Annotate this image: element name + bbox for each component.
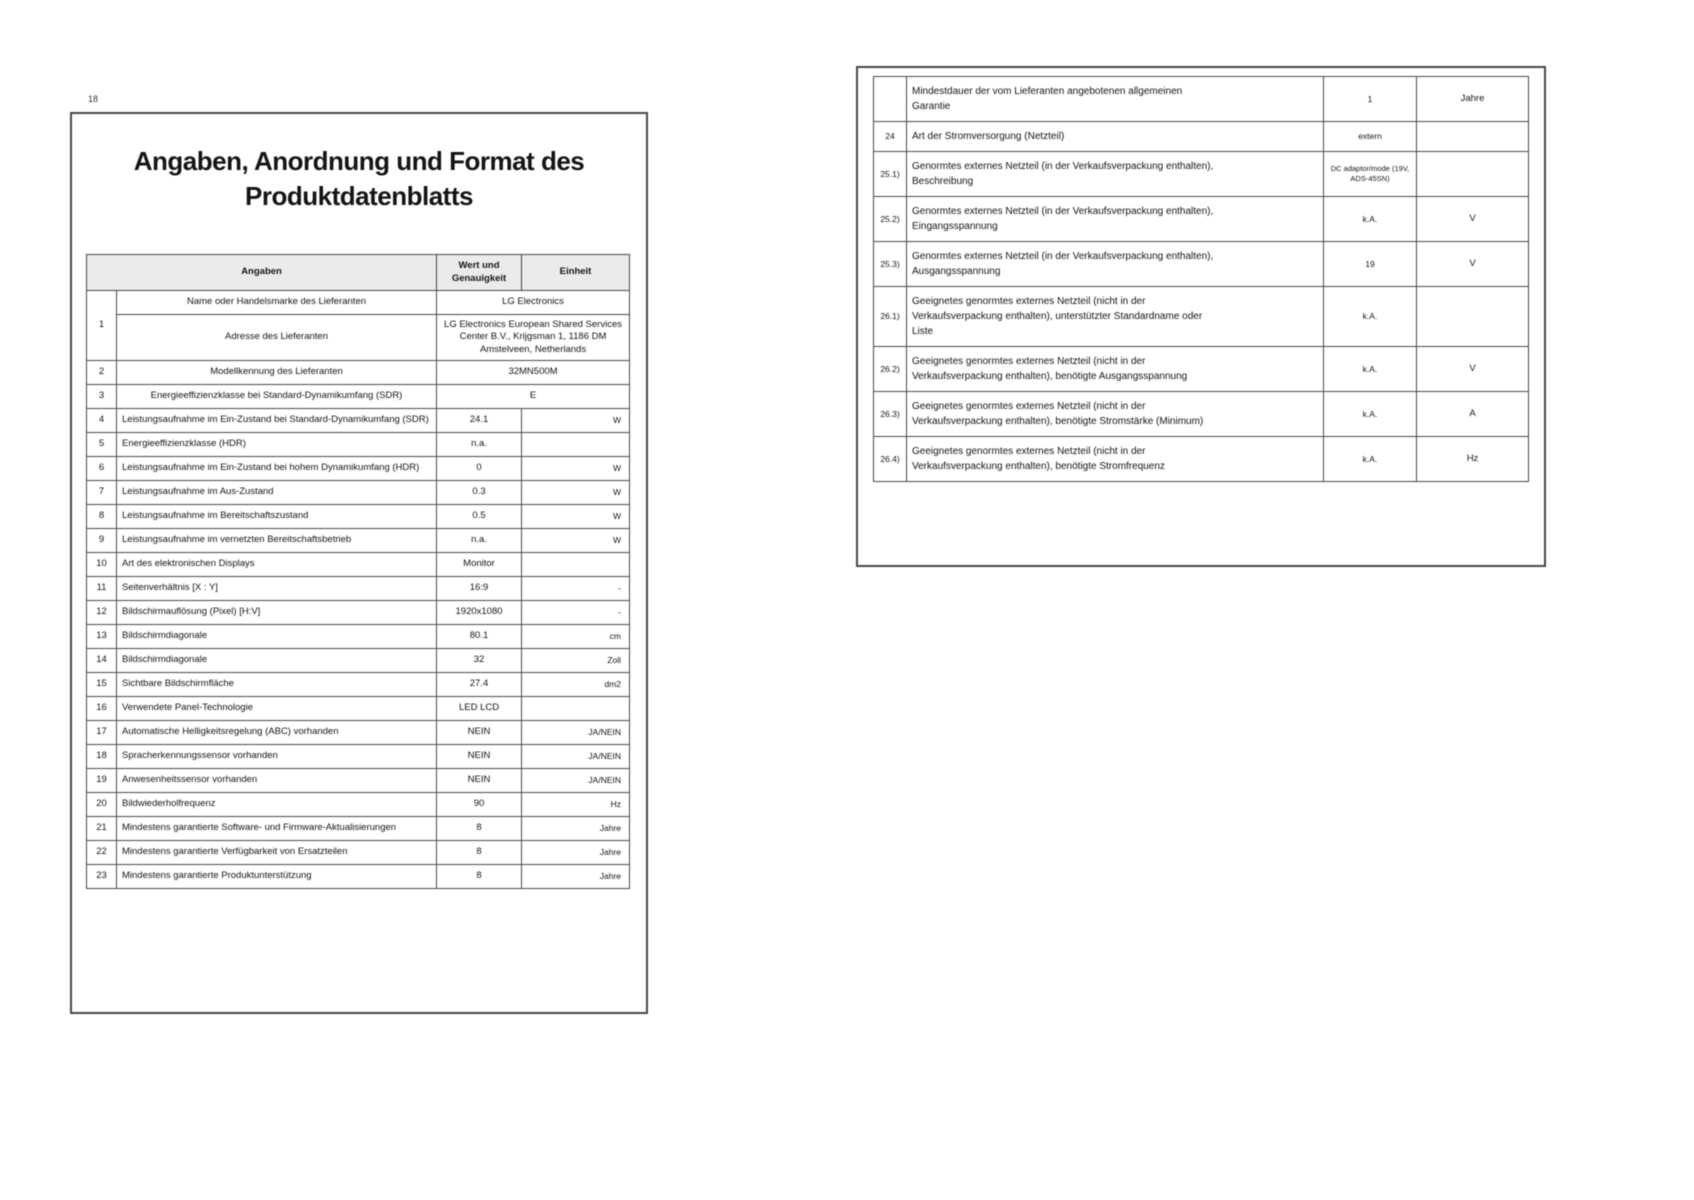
table-row: [87, 384, 630, 408]
row-number: 25.3): [874, 242, 907, 287]
table-row: [87, 552, 630, 576]
table-row: [87, 576, 630, 600]
row-label: Leistungsaufnahme im vernetzten Bereitschaftsbetrieb: [117, 528, 437, 552]
row-value: 27.4: [437, 672, 522, 696]
row-number: 26.3): [874, 392, 907, 437]
row-label: Art der Stromversorgung (Netzteil): [907, 122, 1324, 152]
row-unit: [522, 696, 630, 720]
row-unit: JA/NEIN: [522, 744, 630, 768]
row-number: 26.4): [874, 437, 907, 482]
row-value: 1920x1080: [437, 600, 522, 624]
table-row: [87, 480, 630, 504]
row-unit: W: [522, 480, 630, 504]
row-value: 1: [1324, 77, 1417, 122]
row-value: NEIN: [437, 744, 522, 768]
col-header-wert-genauigkeit: Wert und Genauigkeit: [437, 255, 522, 291]
row-unit: Jahre: [522, 864, 630, 888]
row-label: Seitenverhältnis [X : Y]: [117, 576, 437, 600]
row-number: 26.2): [874, 347, 907, 392]
row-label: Genormtes externes Netzteil (in der Verkaufsverpackung enthalten), Ausgangsspannung: [907, 242, 1324, 287]
row-number: 25.1): [874, 152, 907, 197]
row-label: Energieeffizienzklasse (HDR): [117, 432, 437, 456]
row-label: Spracherkennungssensor vorhanden: [117, 744, 437, 768]
row-unit: V: [1417, 242, 1529, 287]
table-row: [874, 287, 1529, 347]
row-value: LG Electronics European Shared Services Center B.V., Krijgsman 1, 1186 DM Amstelveen, Netherlands: [437, 314, 630, 360]
row-value: extern: [1324, 122, 1417, 152]
row-value: 0: [437, 456, 522, 480]
row-unit: JA/NEIN: [522, 720, 630, 744]
row-unit: Jahre: [522, 816, 630, 840]
row-label: Sichtbare Bildschirmfläche: [117, 672, 437, 696]
row-value: LG Electronics: [437, 290, 630, 314]
table-row: [87, 648, 630, 672]
row-number: 10: [87, 552, 117, 576]
row-unit: Zoll: [522, 648, 630, 672]
table-row: [874, 197, 1529, 242]
row-unit: A: [1417, 392, 1529, 437]
row-unit: -: [522, 576, 630, 600]
row-value: n.a.: [437, 528, 522, 552]
row-value: 0.3: [437, 480, 522, 504]
table-row: [87, 792, 630, 816]
table-row: [87, 504, 630, 528]
row-number: 15: [87, 672, 117, 696]
row-number: 24: [874, 122, 907, 152]
col-header-angaben: Angaben: [87, 255, 437, 291]
table-row: [874, 122, 1529, 152]
row-unit: [1417, 122, 1529, 152]
row-label: Mindestens garantierte Software- und Firmware-Aktualisierungen: [117, 816, 437, 840]
row-value: 90: [437, 792, 522, 816]
row-value: DC adaptor/mode (19V, ADS-45SN): [1324, 152, 1417, 197]
row-number: 20: [87, 792, 117, 816]
row-label: Bildschirmauflösung (Pixel) [H:V]: [117, 600, 437, 624]
row-value: 8: [437, 840, 522, 864]
row-unit: W: [522, 408, 630, 432]
row-number: 14: [87, 648, 117, 672]
table-row: [87, 768, 630, 792]
row-label: Bildschirmdiagonale: [117, 624, 437, 648]
row-label: Art des elektronischen Displays: [117, 552, 437, 576]
row-value: n.a.: [437, 432, 522, 456]
row-number: 12: [87, 600, 117, 624]
page-number: 18: [88, 94, 99, 104]
row-value: 32MN500M: [437, 360, 630, 384]
row-label: Geeignetes genormtes externes Netzteil (nicht in der Verkaufsverpackung enthalten), benötigte Stromstärke (Minimum): [907, 392, 1324, 437]
row-unit: [522, 432, 630, 456]
table-row: [87, 816, 630, 840]
product-datasheet-table: [86, 254, 630, 889]
table-row: [87, 744, 630, 768]
row-label: Geeignetes genormtes externes Netzteil (nicht in der Verkaufsverpackung enthalten), unterstützter Standardname oder Liste: [907, 287, 1324, 347]
table-row: [87, 624, 630, 648]
row-number: 11: [87, 576, 117, 600]
row-label: Geeignetes genormtes externes Netzteil (nicht in der Verkaufsverpackung enthalten), benötigte Ausgangsspannung: [907, 347, 1324, 392]
row-unit: -: [522, 600, 630, 624]
table-header-row: [87, 255, 630, 291]
row-unit: [1417, 287, 1529, 347]
row-unit: dm2: [522, 672, 630, 696]
table-row: [87, 864, 630, 888]
row-value: Monitor: [437, 552, 522, 576]
row-unit: Jahre: [1417, 77, 1529, 122]
row-number: 21: [87, 816, 117, 840]
row-value: NEIN: [437, 768, 522, 792]
row-label: Bildschirmdiagonale: [117, 648, 437, 672]
table-row: [87, 314, 630, 360]
row-label: Anwesenheitssensor vorhanden: [117, 768, 437, 792]
row-value: 19: [1324, 242, 1417, 287]
row-label: Bildwiederholfrequenz: [117, 792, 437, 816]
row-unit: W: [522, 528, 630, 552]
row-unit: Hz: [1417, 437, 1529, 482]
table-row: [874, 437, 1529, 482]
row-value: NEIN: [437, 720, 522, 744]
row-unit: JA/NEIN: [522, 768, 630, 792]
row-value: 8: [437, 864, 522, 888]
col-header-einheit: Einheit: [522, 255, 630, 291]
row-unit: Jahre: [522, 840, 630, 864]
row-value: k.A.: [1324, 197, 1417, 242]
row-unit: cm: [522, 624, 630, 648]
row-number: 1: [87, 290, 117, 360]
row-label: Energieeffizienzklasse bei Standard-Dynamikumfang (SDR): [117, 384, 437, 408]
row-value: 8: [437, 816, 522, 840]
row-number: [874, 77, 907, 122]
table-row: [87, 672, 630, 696]
table-row: [87, 408, 630, 432]
row-number: 23: [87, 864, 117, 888]
table-row: [87, 840, 630, 864]
table-row: [87, 600, 630, 624]
row-number: 6: [87, 456, 117, 480]
row-unit: Hz: [522, 792, 630, 816]
row-label: Geeignetes genormtes externes Netzteil (nicht in der Verkaufsverpackung enthalten), benötigte Stromfrequenz: [907, 437, 1324, 482]
row-label: Mindestens garantierte Verfügbarkeit von Ersatzteilen: [117, 840, 437, 864]
datasheet-page-1: [70, 112, 648, 1014]
table-row: [87, 360, 630, 384]
row-number: 5: [87, 432, 117, 456]
row-label: Name oder Handelsmarke des Lieferanten: [117, 290, 437, 314]
row-label: Verwendete Panel-Technologie: [117, 696, 437, 720]
row-number: 2: [87, 360, 117, 384]
row-unit: W: [522, 456, 630, 480]
row-number: 7: [87, 480, 117, 504]
table-row: [87, 696, 630, 720]
table-row: [87, 528, 630, 552]
row-number: 17: [87, 720, 117, 744]
row-value: LED LCD: [437, 696, 522, 720]
row-value: 32: [437, 648, 522, 672]
row-number: 16: [87, 696, 117, 720]
table-row: [87, 290, 630, 314]
row-unit: V: [1417, 197, 1529, 242]
document-title: Angaben, Anordnung und Format des Produktdatenblatts: [133, 146, 585, 212]
row-number: 18: [87, 744, 117, 768]
row-value: 16:9: [437, 576, 522, 600]
row-label: Leistungsaufnahme im Bereitschaftszustand: [117, 504, 437, 528]
table-row: [874, 242, 1529, 287]
row-value: 0.5: [437, 504, 522, 528]
row-number: 19: [87, 768, 117, 792]
row-number: 4: [87, 408, 117, 432]
row-label: Mindestdauer der vom Lieferanten angebotenen allgemeinen Garantie: [907, 77, 1324, 122]
table-row: [87, 720, 630, 744]
row-label: Leistungsaufnahme im Aus-Zustand: [117, 480, 437, 504]
row-number: 8: [87, 504, 117, 528]
row-label: Adresse des Lieferanten: [117, 314, 437, 360]
row-value: E: [437, 384, 630, 408]
table-row: [874, 347, 1529, 392]
row-label: Genormtes externes Netzteil (in der Verkaufsverpackung enthalten), Beschreibung: [907, 152, 1324, 197]
table-row: [874, 77, 1529, 122]
product-datasheet-table-continued: [873, 76, 1529, 482]
row-value: k.A.: [1324, 392, 1417, 437]
row-unit: V: [1417, 347, 1529, 392]
table-row: [874, 392, 1529, 437]
datasheet-page-2: [856, 66, 1546, 567]
row-label: Genormtes externes Netzteil (in der Verkaufsverpackung enthalten), Eingangsspannung: [907, 197, 1324, 242]
row-label: Modellkennung des Lieferanten: [117, 360, 437, 384]
row-number: 3: [87, 384, 117, 408]
row-value: 80.1: [437, 624, 522, 648]
row-value: k.A.: [1324, 437, 1417, 482]
table-row: [87, 432, 630, 456]
row-number: 13: [87, 624, 117, 648]
row-label: Automatische Helligkeitsregelung (ABC) vorhanden: [117, 720, 437, 744]
row-label: Mindestens garantierte Produktunterstützung: [117, 864, 437, 888]
row-number: 26.1): [874, 287, 907, 347]
row-number: 9: [87, 528, 117, 552]
row-value: k.A.: [1324, 347, 1417, 392]
table-row: [87, 456, 630, 480]
row-unit: [1417, 152, 1529, 197]
row-unit: [522, 552, 630, 576]
row-unit: W: [522, 504, 630, 528]
table-row: [874, 152, 1529, 197]
row-number: 22: [87, 840, 117, 864]
row-value: 24.1: [437, 408, 522, 432]
row-label: Leistungsaufnahme im Ein-Zustand bei hohem Dynamikumfang (HDR): [117, 456, 437, 480]
row-label: Leistungsaufnahme im Ein-Zustand bei Standard-Dynamikumfang (SDR): [117, 408, 437, 432]
row-number: 25.2): [874, 197, 907, 242]
row-value: k.A.: [1324, 287, 1417, 347]
